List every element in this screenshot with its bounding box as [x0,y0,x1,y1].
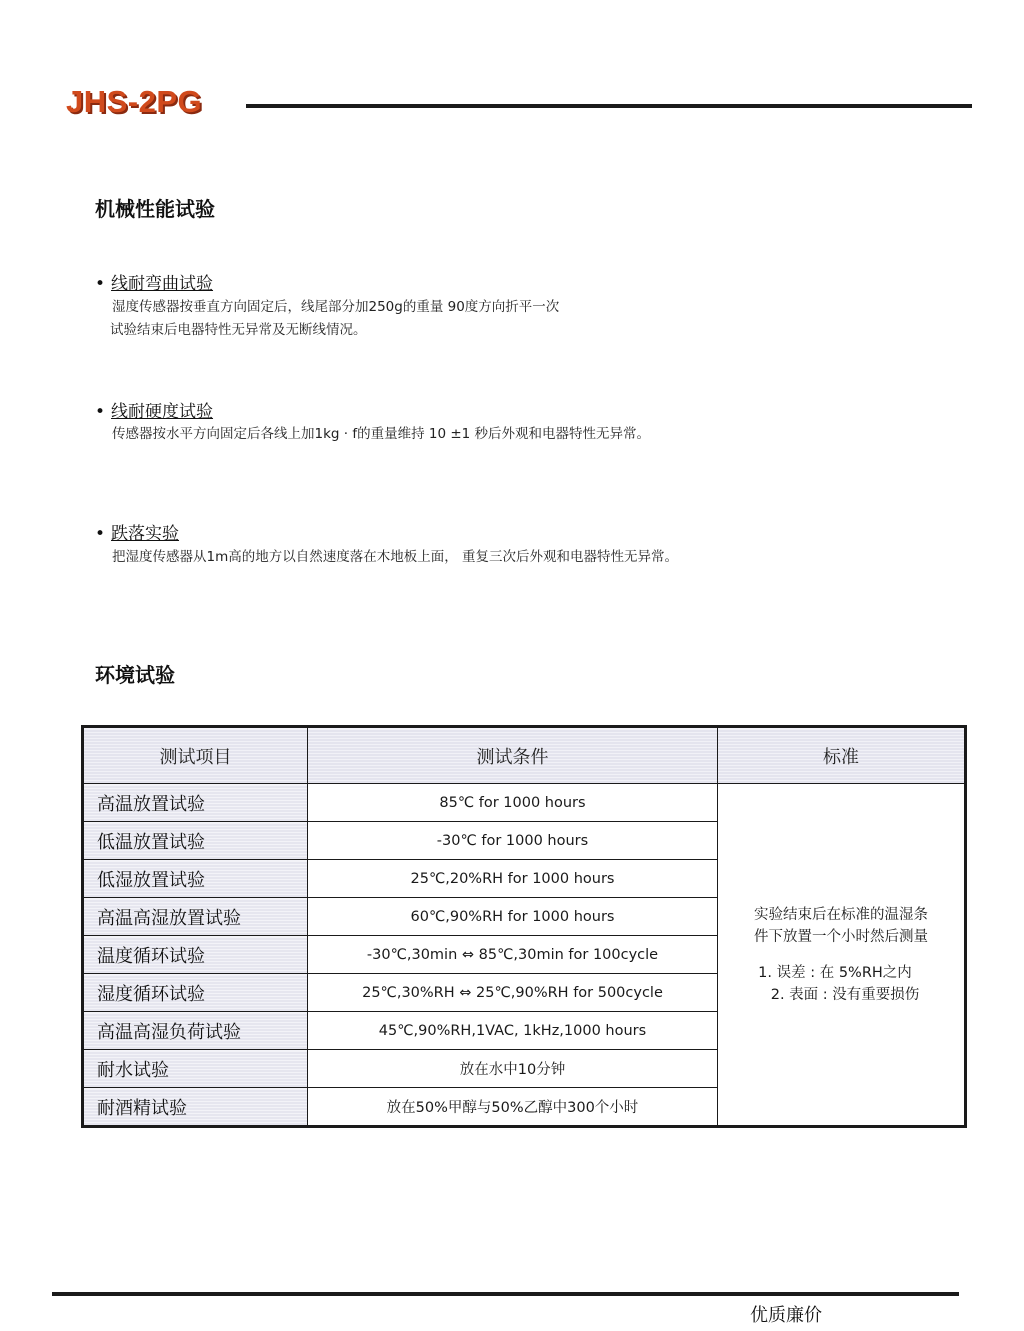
item-description-line: 传感器按水平方向固定后各线上加1kg · f的重量维持 10 ±1 秒后外观和电器特性无异常。 [112,426,651,442]
item-title-bend-test [95,269,213,294]
header-divider [246,104,972,108]
test-item-name: 高温高湿放置试验 [83,898,308,936]
item-description-line: 试验结束后电器特性无异常及无断线情况。 [110,322,367,338]
logo: JHS-2PG [66,84,203,119]
table-header-row [83,727,966,784]
test-condition: 放在水中10分钟 [308,1050,718,1088]
standard-spacer [718,948,964,962]
standard-line: 实验结束后在标准的温湿条 [754,906,928,923]
standard-cell [718,784,966,1127]
item-description-line: 把湿度传感器从1m高的地方以自然速度落在木地板上面， 重复三次后外观和电器特性无异常。 [112,549,679,565]
test-condition: 85℃ for 1000 hours [308,784,718,822]
environment-test-table [81,725,967,1128]
test-item-name: 高温放置试验 [83,784,308,822]
test-item-name: 低湿放置试验 [83,860,308,898]
test-condition: -30℃,30min ⇔ 85℃,30min for 100cycle [308,936,718,974]
column-header-standard: 标准 [718,727,966,784]
test-condition: 25℃,20%RH for 1000 hours [308,860,718,898]
bullet: • [95,274,106,294]
test-item-name: 低温放置试验 [83,822,308,860]
column-header-item: 测试项目 [83,727,308,784]
test-item-name: 高温高湿负荷试验 [83,1012,308,1050]
test-condition: 25℃,30%RH ⇔ 25℃,90%RH for 500cycle [308,974,718,1012]
test-item-name: 温度循环试验 [83,936,308,974]
item-title-label: 线耐弯曲试验 [111,274,214,294]
test-item-name: 湿度循环试验 [83,974,308,1012]
footer-divider [52,1292,959,1296]
item-title-hardness-test [95,397,213,422]
item-description-line: 湿度传感器按垂直方向固定后，线尾部分加250g的重量 90度方向折平一次 [112,299,560,315]
test-condition: 放在50%甲醇与50%乙醇中300个小时 [308,1088,718,1127]
item-title-label: 线耐硬度试验 [111,402,214,422]
bullet: • [95,524,106,544]
section-title-environment: 环境试验 [95,663,175,687]
test-condition: -30℃ for 1000 hours [308,822,718,860]
standard-criteria: 2. 表面 : 没有重要损伤 [770,986,920,1003]
test-item-name: 耐水试验 [83,1050,308,1088]
item-title-label: 跌落实验 [111,524,180,544]
column-header-condition: 测试条件 [308,727,718,784]
standard-criteria: 1. 误差 : 在 5%RH之内 [758,964,912,981]
test-condition: 45℃,90%RH,1VAC, 1kHz,1000 hours [308,1012,718,1050]
table-row [83,784,966,822]
standard-line: 件下放置一个小时然后测量 [754,928,928,945]
item-title-drop-test [95,519,179,544]
footer-slogan: 优质廉价 [750,1305,822,1326]
section-title-mechanical: 机械性能试验 [95,197,215,221]
bullet: • [95,402,106,422]
test-condition: 60℃,90%RH for 1000 hours [308,898,718,936]
test-item-name: 耐酒精试验 [83,1088,308,1127]
